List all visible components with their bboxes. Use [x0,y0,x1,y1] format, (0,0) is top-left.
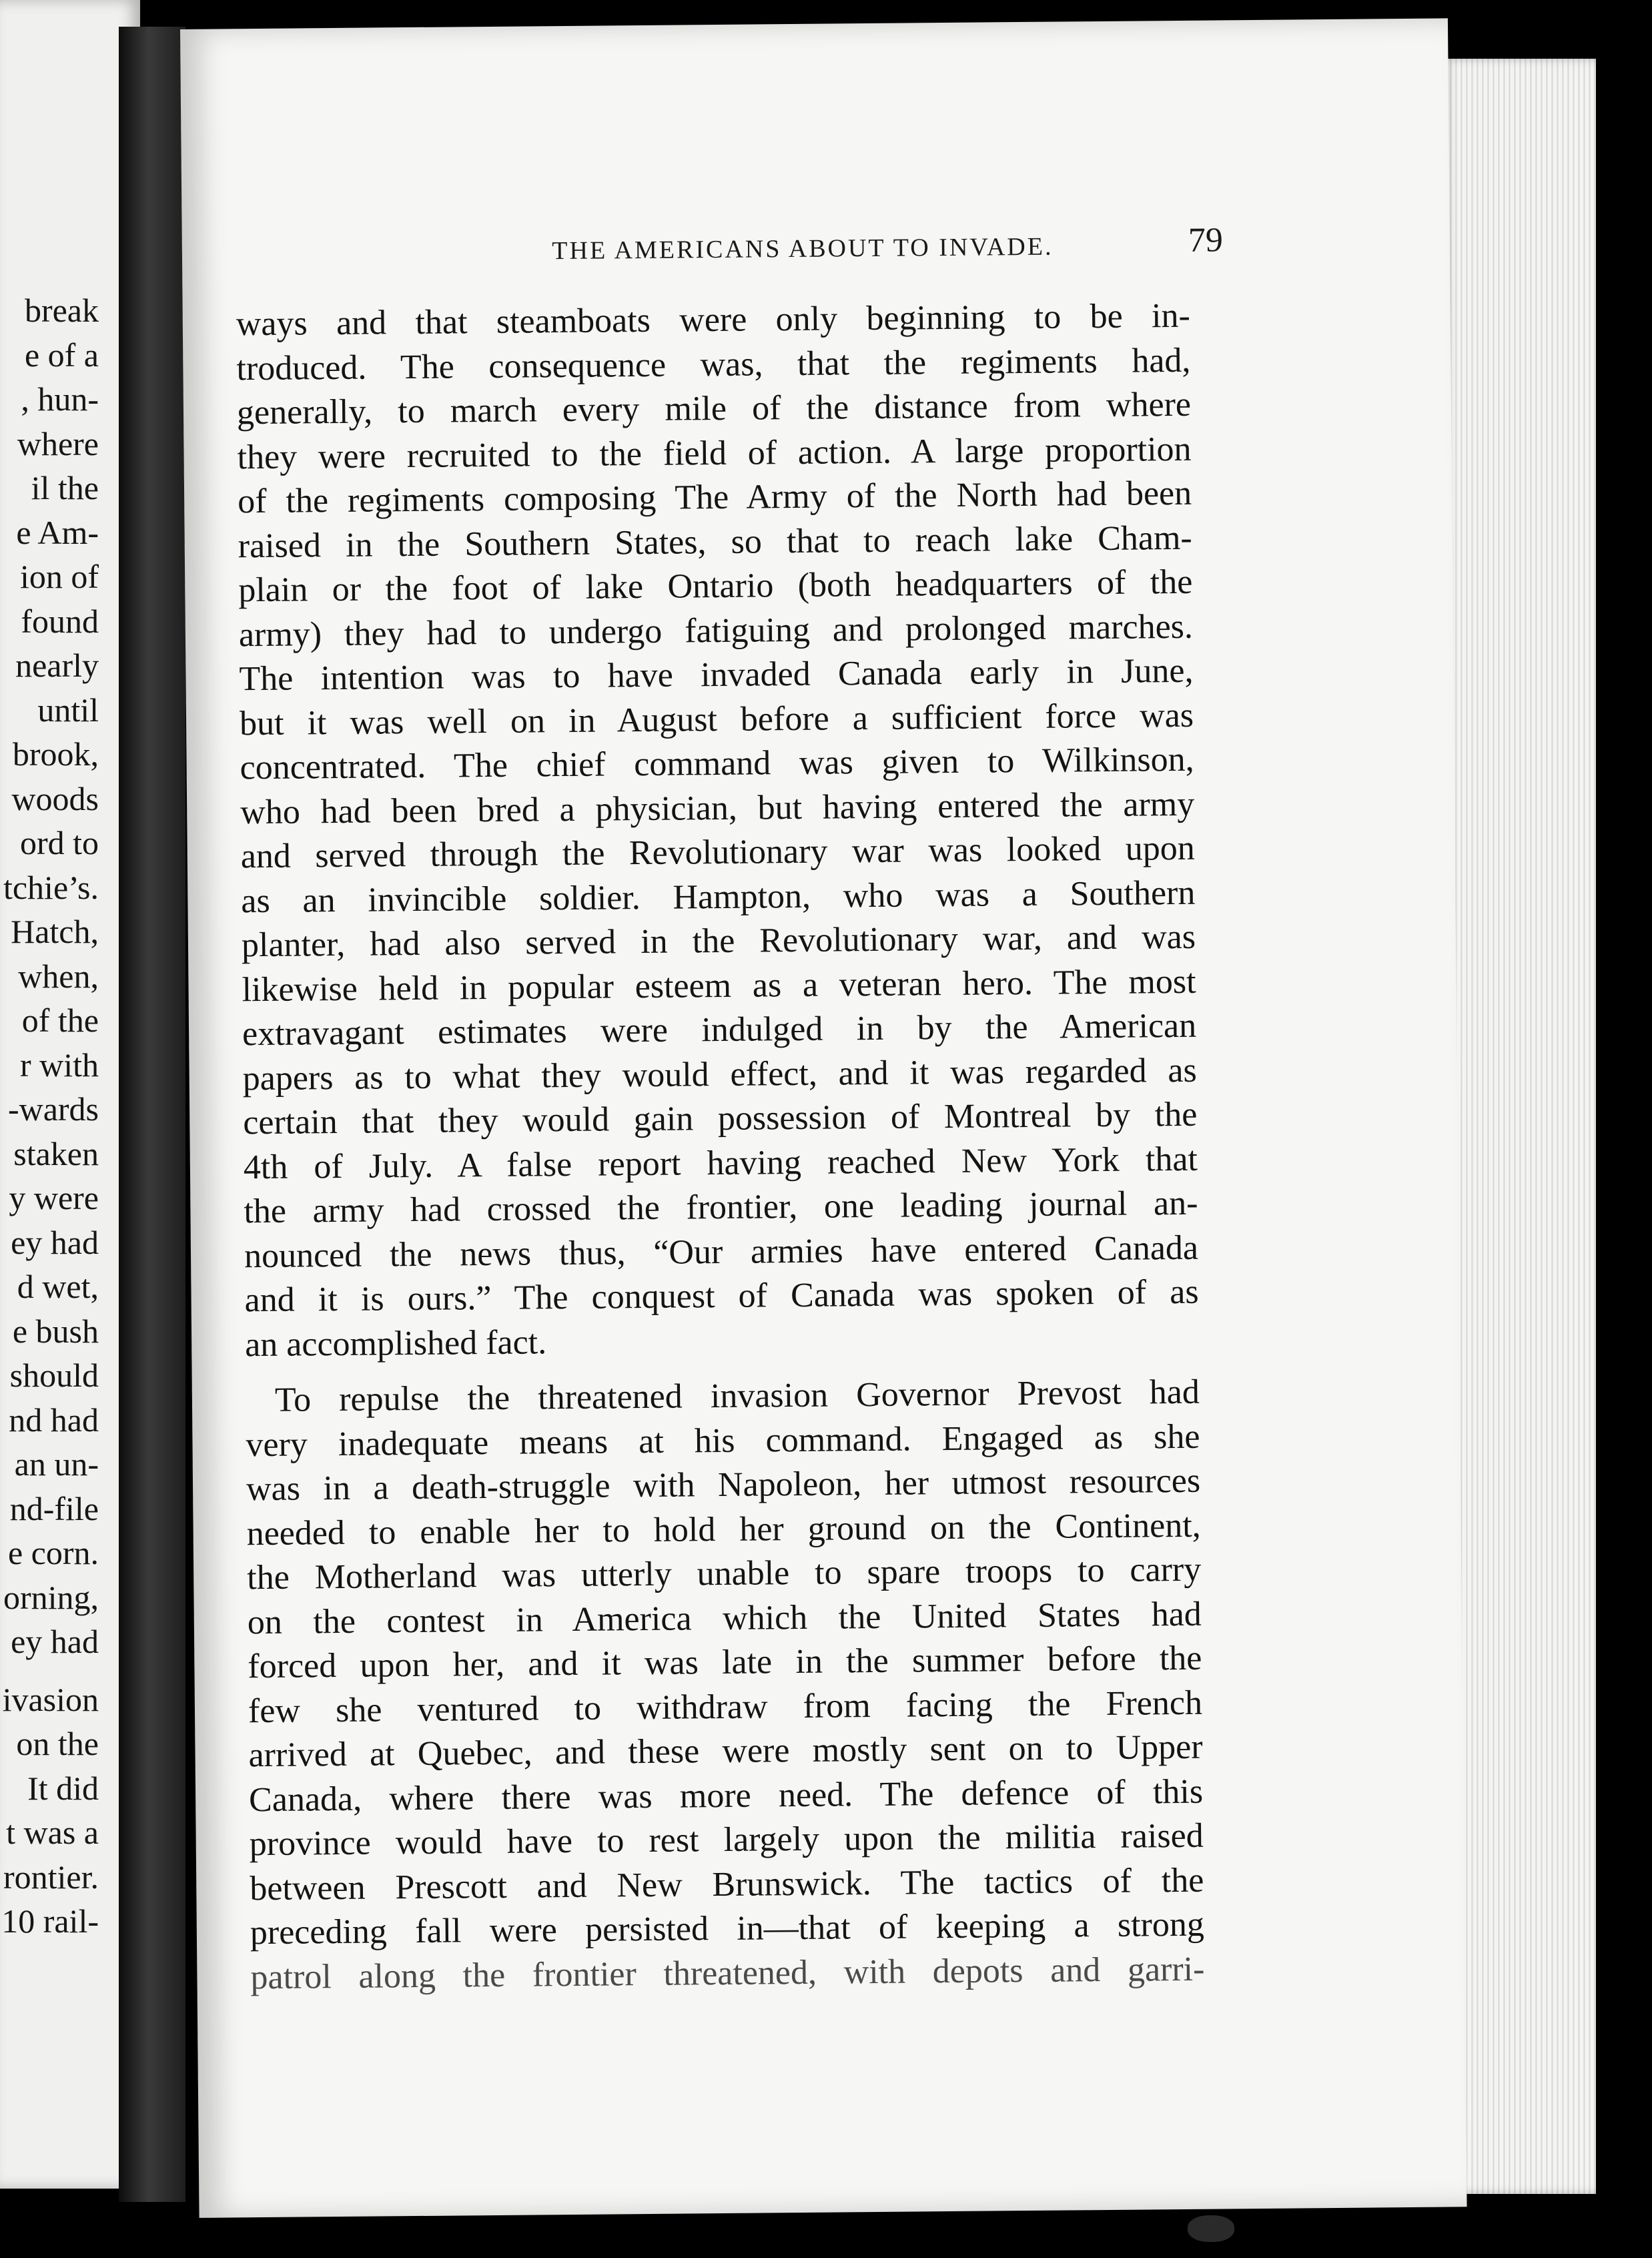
text-line: likewise held in popular esteem as a veteran hero. The most [242,962,1196,1009]
text-line: patrol along the frontier threatened, with depots and garri- [250,1950,1205,1996]
text-line: few she ventured to withdraw from facing the French [248,1683,1203,1730]
text-line: they were recruited to the field of action. A large proportion [237,430,1192,476]
left-page-line: il the [31,469,99,506]
left-page-line: should [9,1357,99,1394]
left-page-line: ord to [19,824,99,861]
text-line: as an invincible soldier. Hampton, who was a Southern [241,873,1196,920]
text-line: extravagant estimates were indulged in by the American [242,1006,1197,1054]
left-page-line: found [21,602,99,640]
left-page-line: staken [13,1134,99,1172]
text-line: preceding fall were persisted in—that of keeping a strong [250,1905,1205,1952]
left-page-line: an un- [14,1445,99,1483]
left-page-line: on the [16,1725,99,1762]
text-line: troduced. The consequence was, that the regiments had, [236,341,1191,388]
left-page-line: orning, [3,1578,99,1616]
left-page-line: Hatch, [11,913,99,950]
text-line: plain or the foot of lake Ontario (both headquarters of the [238,562,1193,610]
text-line: army) they had to undergo fatiguing and prolonged marches. [238,607,1194,654]
left-page-line: , hun- [21,380,99,418]
page-edges [1441,59,1596,2194]
text-line: and it is ours.” The conquest of Canada was spoken of as [244,1272,1199,1320]
text-line: but it was well on in August before a sufficient force was [239,696,1194,743]
text-line: between Prescott and New Brunswick. The tactics of the [250,1861,1204,1908]
text-line: raised in the Southern States, so that to reach lake Cham- [238,518,1192,565]
left-page-line: when, [18,957,99,995]
left-page-text [1,288,99,1944]
left-page-line: t was a [6,1814,99,1851]
running-head: THE AMERICANS ABOUT TO INVADE. [552,232,1054,266]
text-line: an accomplished fact. [244,1323,547,1364]
text-line: and served through the Revolutionary war was looked upon [240,829,1196,876]
left-page-line: d wet, [17,1268,99,1305]
text-line: ways and that steamboats were only beginning to be in- [236,296,1191,344]
text-line: nounced the news thus, “Our armies have entered Canada [244,1228,1199,1275]
left-page-line: brook, [12,735,99,773]
text-line: Canada, where there was more need. The defence of this [248,1772,1204,1819]
left-page-line: -wards [7,1090,99,1128]
text-line: certain that they would gain possession of Montreal by the [243,1095,1198,1142]
book-gutter [119,27,185,2202]
left-page-line: woods [11,779,99,817]
text-line: papers as to what they would effect, and it was regarded as [242,1051,1197,1098]
text-line: 4th of July. A false report having reached New York that [243,1140,1198,1186]
left-page-line: y were [9,1179,99,1216]
text-line: concentrated. The chief command was given to Wilkinson, [240,740,1194,787]
left-page-line: break [24,292,99,329]
text-line: the army had crossed the frontier, one leading journal an- [244,1184,1198,1231]
text-line: planter, had also served in the Revolutionary war, and was [241,917,1196,965]
text-line: of the regiments composing The Army of the North had been [237,474,1192,521]
left-page-line: nd-file [9,1489,99,1527]
left-page-line: where [17,424,99,462]
text-line: who had been bred a physician, but having entered the army [240,785,1195,831]
left-page-line: 10 rail- [1,1902,99,1940]
left-page-line: rontier. [3,1858,99,1896]
right-page [180,18,1467,2217]
left-page-line: tchie’s. [3,868,99,906]
text-line: was in a death-struggle with Napoleon, her utmost resources [246,1461,1201,1509]
left-page-line: e Am- [16,513,99,551]
text-line: The intention was to have invaded Canada early in June, [239,651,1194,699]
text-line: To repulse the threatened invasion Governor Prevost had [274,1373,1200,1419]
scan-artifact [1188,2215,1234,2242]
left-page-line: nd had [9,1401,99,1439]
left-page-line: e of a [24,336,99,374]
left-page-line: e bush [12,1312,99,1350]
left-page-line: ey had [11,1623,99,1660]
left-page-line: ey had [11,1223,99,1261]
left-page-line: It did [27,1769,99,1807]
page-number: 79 [1188,221,1224,260]
text-line: very inadequate means at his command. Engaged as she [246,1417,1200,1464]
text-line: province would have to rest largely upon the militia raised [249,1816,1204,1864]
body-text [236,294,1205,2000]
left-page-line: until [37,691,99,729]
text-line: on the contest in America which the United States had [247,1595,1202,1641]
left-page-line: e corn. [7,1534,99,1571]
text-line: arrived at Quebec, and these were mostly sent on to Upper [248,1728,1203,1775]
left-page-line: r with [19,1046,99,1084]
text-line: needed to enable her to hold her ground on the Continent, [246,1506,1201,1553]
text-line: generally, to march every mile of the distance from where [236,385,1192,432]
left-page-line: ivasion [2,1680,99,1718]
left-page-line: of the [21,1002,99,1039]
left-page-line: nearly [15,647,99,684]
text-line: forced upon her, and it was late in the summer before the [248,1639,1202,1686]
text-line: the Motherland was utterly unable to spare troops to carry [247,1550,1202,1597]
left-page-line: ion of [19,558,99,595]
